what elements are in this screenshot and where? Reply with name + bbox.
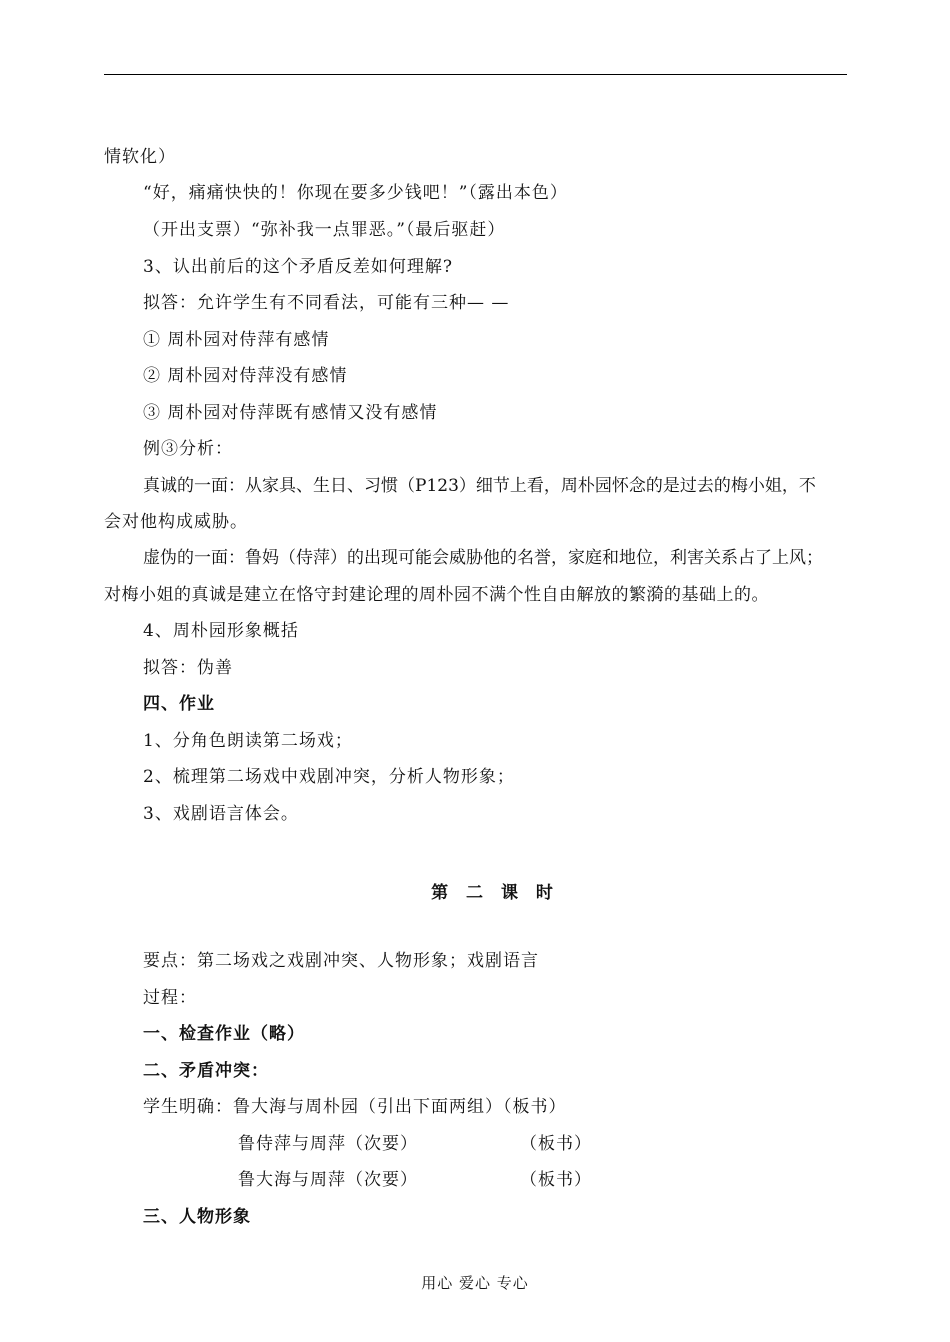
text-line: （板书）	[520, 1134, 592, 1154]
text-line: 鲁侍萍与周萍（次要）	[238, 1134, 418, 1154]
text-line: ② 周朴园对侍萍没有感情	[143, 366, 348, 386]
text-line: 3、认出前后的这个矛盾反差如何理解?	[143, 257, 453, 277]
text-line: 鲁大海与周萍（次要）	[238, 1170, 418, 1190]
text-line: 情软化）	[104, 147, 176, 167]
text-line: 2、梳理第二场戏中戏剧冲突，分析人物形象；	[143, 767, 515, 787]
text-line: “好，痛痛快快的！你现在要多少钱吧！”（露出本色）	[143, 183, 568, 203]
text-line: 真诚的一面：从家具、生日、习惯（P123）细节上看，周朴园怀念的是过去的梅小姐，不	[143, 476, 816, 496]
text-line: （开出支票）“弥补我一点罪恶。”（最后驱赶）	[143, 220, 506, 240]
text-line: 3、戏剧语言体会。	[143, 804, 299, 824]
page-footer: 用心 爱心 专心	[421, 1274, 529, 1292]
header-rule	[104, 74, 847, 75]
text-line: 拟答：允许学生有不同看法，可能有三种— —	[143, 293, 510, 313]
text-line: 要点：第二场戏之戏剧冲突、人物形象；戏剧语言	[143, 951, 539, 971]
text-line: 过程：	[143, 988, 197, 1008]
section-heading: 一、检查作业（略）	[143, 1024, 305, 1044]
text-line: ③ 周朴园对侍萍既有感情又没有感情	[143, 403, 438, 423]
section-title: 第 二 课 时	[431, 883, 559, 903]
text-line: （板书）	[520, 1170, 592, 1190]
text-line: 4、周朴园形象概括	[143, 621, 299, 641]
section-heading: 四、作业	[143, 694, 215, 714]
text-line: 虚伪的一面：鲁妈（侍萍）的出现可能会威胁他的名誉，家庭和地位，利害关系占了上风；	[143, 548, 823, 568]
text-line: 拟答：伪善	[143, 658, 233, 678]
text-line: 例③分析：	[143, 439, 233, 459]
text-line: 会对他构成威胁。	[104, 512, 248, 532]
text-line: 对梅小姐的真诚是建立在恪守封建论理的周朴园不满个性自由解放的繁漪的基础上的。	[104, 585, 769, 605]
text-line: 1、分角色朗读第二场戏；	[143, 731, 353, 751]
section-heading: 三、人物形象	[143, 1207, 251, 1227]
text-line: 学生明确：鲁大海与周朴园（引出下面两组）（板书）	[143, 1097, 567, 1117]
text-line: ① 周朴园对侍萍有感情	[143, 330, 330, 350]
section-heading: 二、矛盾冲突：	[143, 1061, 269, 1081]
